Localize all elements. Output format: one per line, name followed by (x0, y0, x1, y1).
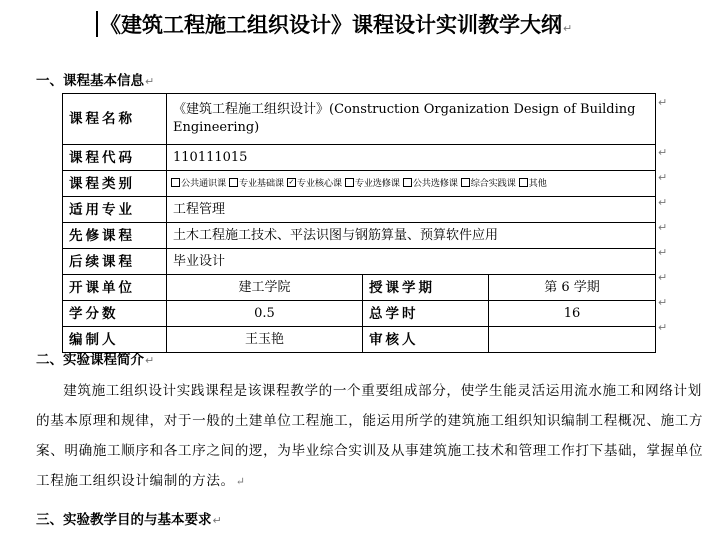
paragraph-mark-icon: ↵ (212, 514, 222, 527)
reviewer-value (489, 327, 656, 353)
text-cursor (96, 11, 98, 37)
unit-label: 开课单位 (63, 275, 167, 301)
row-end-mark-icon: ↵ (658, 246, 668, 259)
follow-up-label: 后续课程 (63, 249, 167, 275)
table-row-credit-hours (63, 301, 656, 327)
checkbox-icon (519, 178, 528, 187)
course-type-option (519, 178, 547, 189)
course-type-label: 公共通识课 (181, 178, 226, 189)
row-end-mark-icon: ↵ (658, 96, 668, 109)
section-heading-3-text: 三、实验教学目的与基本要求 (36, 512, 212, 528)
section-heading-2 (36, 350, 154, 371)
prerequisite-value: 土木工程施工技术、平法识图与钢筋算量、预算软件应用 (167, 223, 656, 249)
prerequisite-label: 先修课程 (63, 223, 167, 249)
credit-label: 学分数 (63, 301, 167, 327)
major-label: 适用专业 (63, 197, 167, 223)
table-row-prerequisite (63, 223, 656, 249)
row-end-mark-icon: ↵ (658, 296, 668, 309)
paragraph-mark-icon: ↵ (235, 475, 246, 488)
row-end-mark-icon: ↵ (658, 196, 668, 209)
row-end-mark-icon: ↵ (658, 146, 668, 159)
hours-value: 16 (489, 301, 656, 327)
credit-value: 0.5 (167, 301, 363, 327)
checkbox-icon (461, 178, 470, 187)
section-heading-1 (36, 71, 154, 92)
course-code-label: 课程代码 (63, 145, 167, 171)
section-heading-2-text: 二、实验课程简介 (36, 352, 144, 368)
course-type-label: 专业核心课 (296, 178, 342, 189)
course-type-option (287, 178, 342, 189)
checkbox-icon (229, 178, 238, 187)
table-row-course-type (63, 171, 656, 197)
row-end-mark-icon: ↵ (658, 221, 668, 234)
checkbox-icon (171, 178, 180, 187)
document-title-text: 《建筑工程施工组织设计》课程设计实训教学大纲 (100, 13, 562, 37)
checkbox-icon (403, 178, 412, 187)
course-type-option (345, 178, 400, 189)
paragraph-mark-icon: ↵ (563, 22, 573, 35)
course-type-label: 综合实践课 (470, 178, 516, 189)
term-value: 第 6 学期 (489, 275, 656, 301)
table-row-major (63, 197, 656, 223)
course-info-table (62, 93, 656, 353)
course-type-options (167, 171, 656, 197)
term-label: 授课学期 (363, 275, 489, 301)
course-type-list (171, 178, 550, 189)
checked-box-icon: ✓ (288, 178, 295, 186)
course-intro-paragraph (36, 376, 716, 497)
row-end-mark-icon: ↵ (658, 171, 668, 184)
paragraph-mark-icon: ↵ (145, 354, 155, 367)
paragraph-mark-icon: ↵ (145, 75, 155, 88)
table-row-author-reviewer (63, 327, 656, 353)
reviewer-label: 审核人 (363, 327, 489, 353)
section-heading-1-text: 一、课程基本信息 (36, 73, 144, 89)
table-row-follow-up (63, 249, 656, 275)
course-type-option (461, 178, 516, 189)
document-title (96, 10, 572, 40)
course-type-label: 公共选修课 (412, 178, 458, 189)
follow-up-value: 毕业设计 (167, 249, 656, 275)
course-name-value: 《建筑工程施工组织设计》(Construction Organization Design of Building Engineering) (167, 94, 656, 145)
row-end-mark-icon: ↵ (658, 271, 668, 284)
course-type-option (229, 178, 284, 189)
author-label: 编制人 (63, 327, 167, 353)
course-type-option (171, 178, 226, 189)
table-row-unit-term (63, 275, 656, 301)
table-row-course-code (63, 145, 656, 171)
hours-label: 总学时 (363, 301, 489, 327)
course-type-label: 其他 (528, 178, 547, 189)
course-type-label: 专业基础课 (238, 178, 284, 189)
checkbox-icon (345, 178, 354, 187)
unit-value: 建工学院 (167, 275, 363, 301)
course-code-value: 110111015 (167, 145, 656, 171)
course-name-label: 课程名称 (63, 94, 167, 145)
table-row-course-name (63, 94, 656, 145)
course-type-label: 专业选修课 (354, 178, 400, 189)
section-heading-3 (36, 510, 222, 531)
major-value: 工程管理 (167, 197, 656, 223)
course-type-option (403, 178, 458, 189)
course-type-label: 课程类别 (63, 171, 167, 197)
row-end-mark-icon: ↵ (658, 321, 668, 334)
course-intro-text: 建筑施工组织设计实践课程是该课程教学的一个重要组成部分，使学生能灵活运用流水施工和网络计划的基本原理和规律，对于一般的土建单位工程施工，能运用所学的建筑施工组织知识编制工程概况、施工方案、明确施工顺序和各工序之间的逻，为毕业综合实训及从事建筑施工技术和管理工作打下基础，掌握单位工程施工组织设计编制的方法。 (36, 383, 704, 489)
author-value: 王玉艳 (167, 327, 363, 353)
